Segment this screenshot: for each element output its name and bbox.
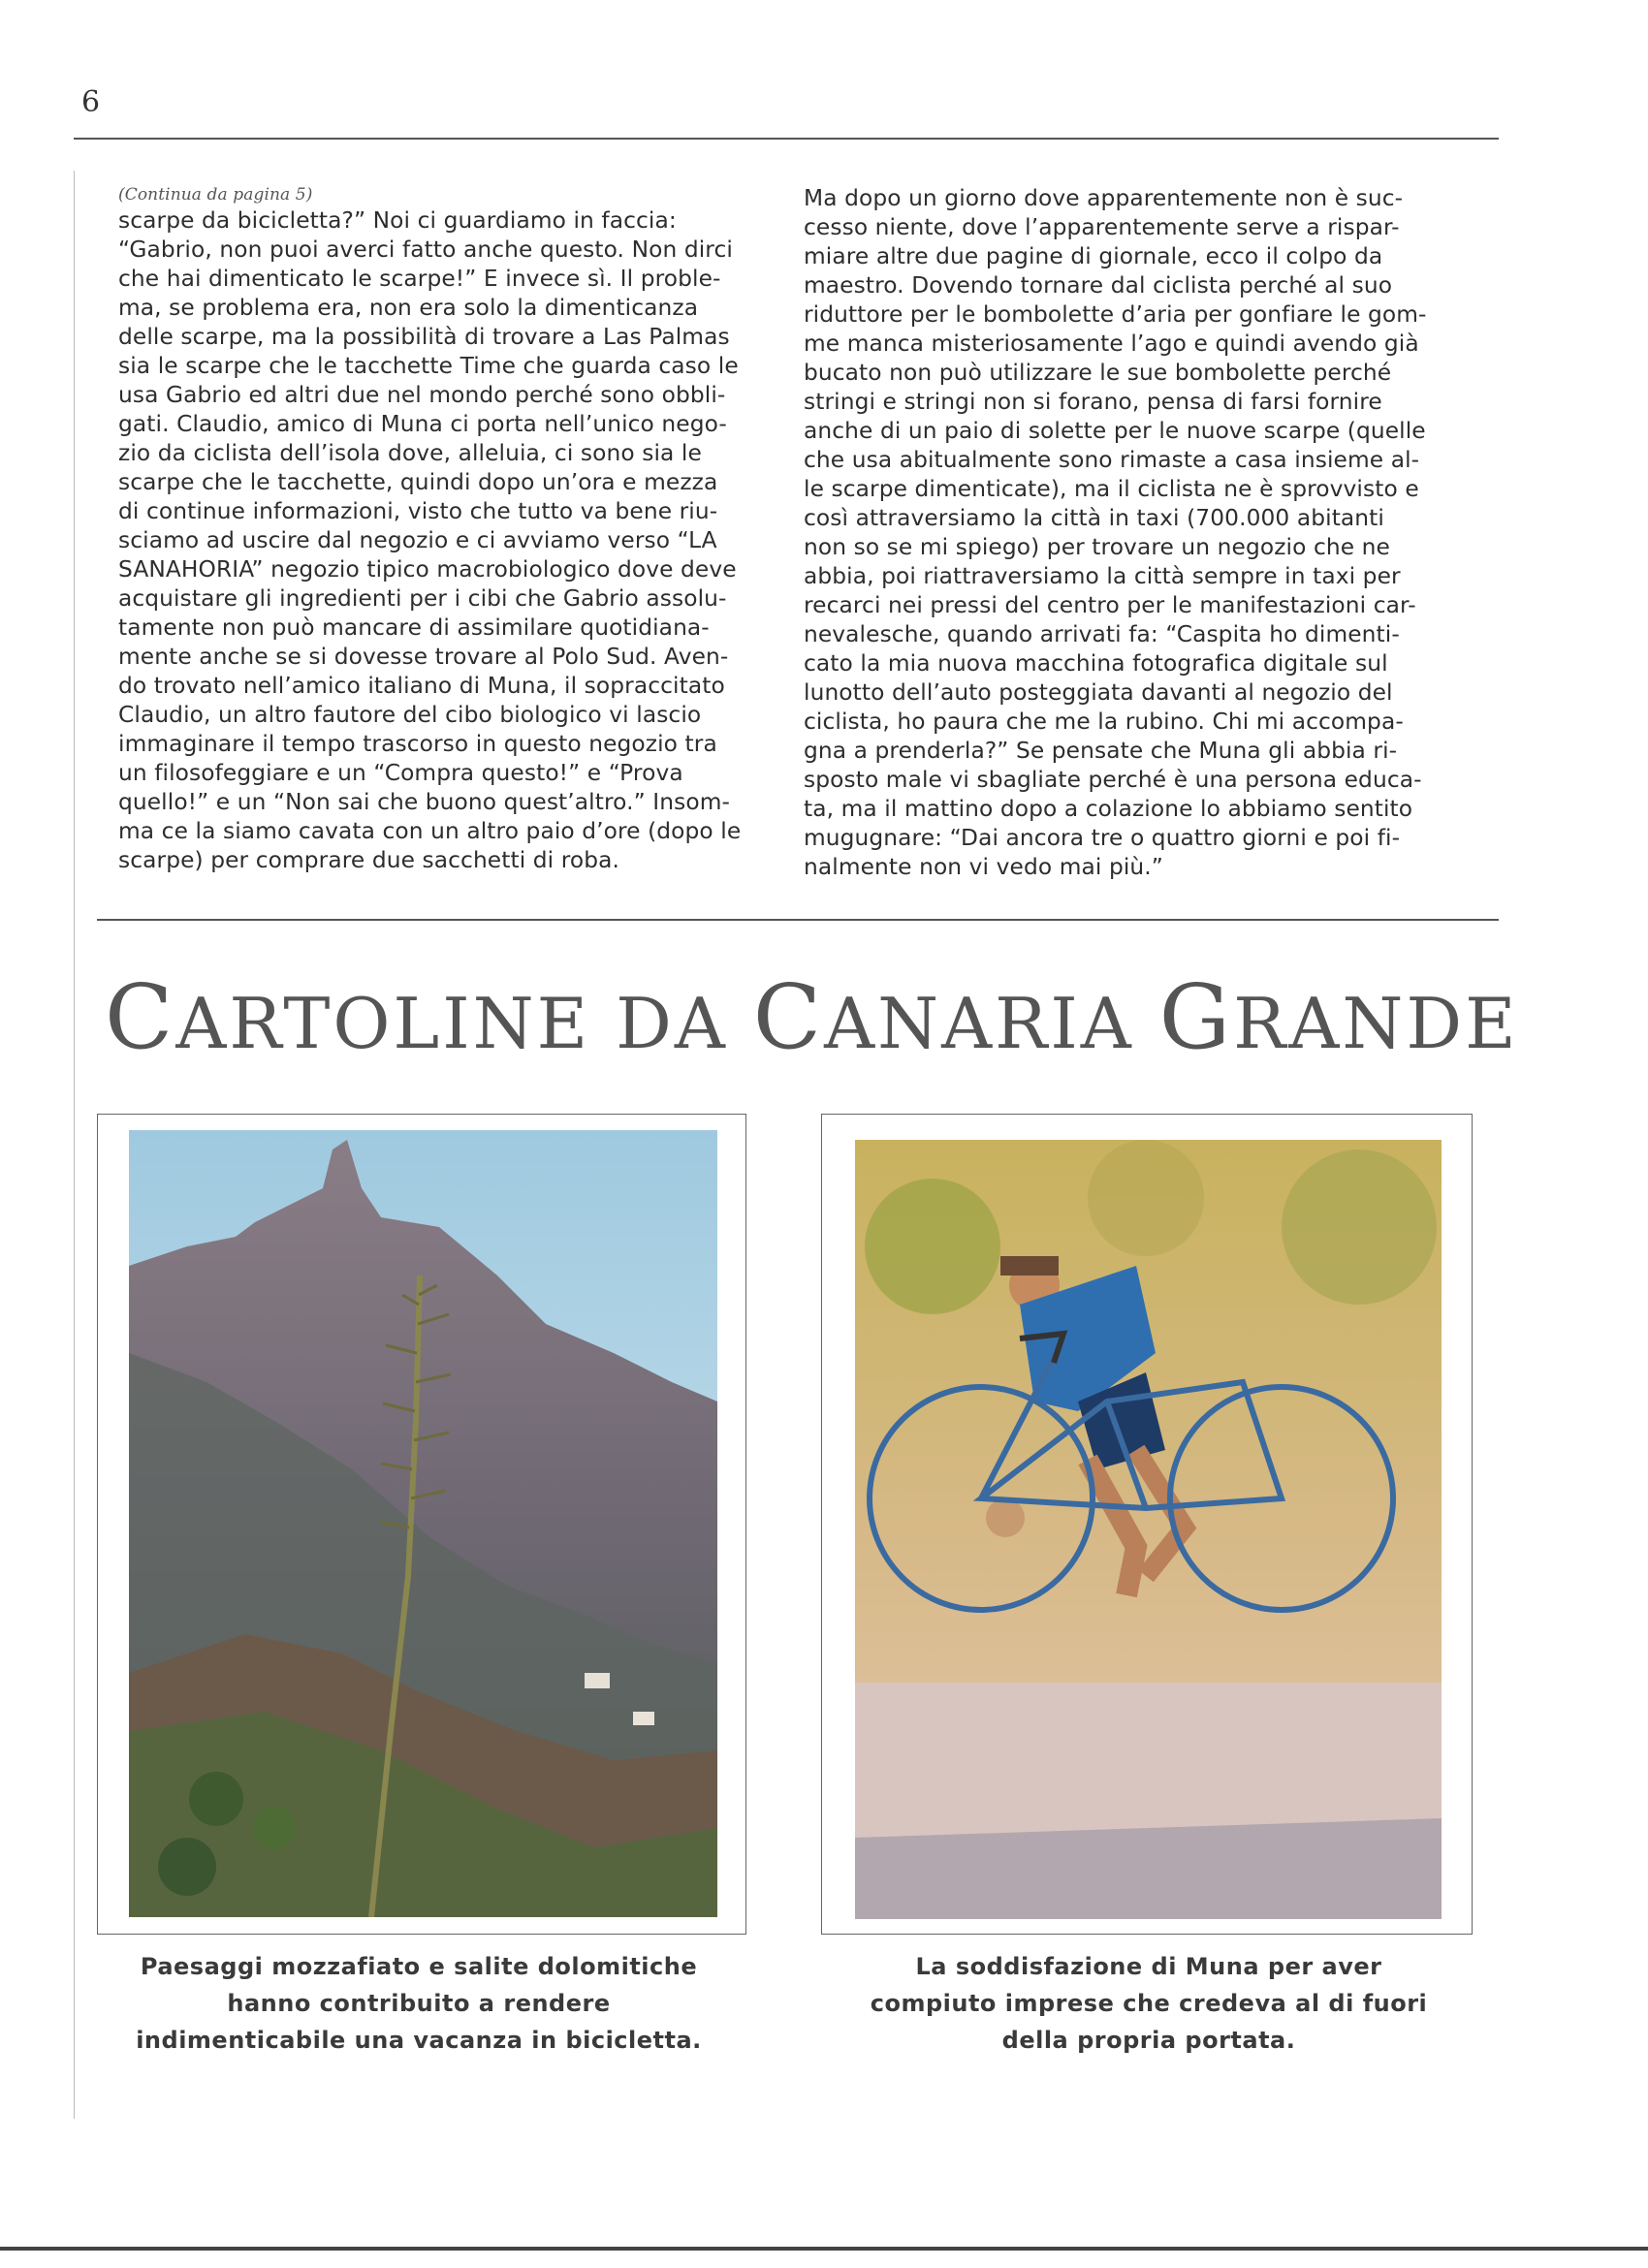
- article-line: di continue informazioni, visto che tutto va bene riu-: [118, 498, 718, 524]
- mountain-landscape-photo: [129, 1130, 717, 1917]
- article-line: ma ce la siamo cavata con un altro paio d’ore (dopo le: [118, 818, 742, 844]
- cyclist-photo: [855, 1140, 1442, 1919]
- article-line: un filosofeggiare e un “Compra questo!” e “Prova: [118, 760, 683, 786]
- article-line: delle scarpe, ma la possibilità di trovare a Las Palmas: [118, 324, 730, 350]
- article-line: che hai dimenticato le scarpe!” E invece sì. Il proble-: [118, 266, 721, 292]
- caption-line: della propria portata.: [1001, 2027, 1296, 2054]
- article-line: cesso niente, dove l’apparentemente serve a rispar-: [804, 214, 1400, 240]
- article-line: ta, ma il mattino dopo a colazione lo abbiamo sentito: [804, 796, 1413, 822]
- headline-initial: G: [1158, 965, 1234, 1069]
- headline-word: RANDE: [1233, 983, 1519, 1064]
- article-line: me manca misteriosamente l’ago e quindi avendo già: [804, 331, 1419, 357]
- article-line: stringi e stringi non si forano, pensa di farsi fornire: [804, 389, 1382, 415]
- article-line: così attraversiamo la città in taxi (700.000 abitanti: [804, 505, 1384, 531]
- photo-frame-landscape: [97, 1114, 746, 1935]
- article-line: ciclista, ho paura che me la rubino. Chi mi accompa-: [804, 709, 1404, 735]
- article-line: gati. Claudio, amico di Muna ci porta nell’unico nego-: [118, 411, 727, 437]
- article-line: mugugnare: “Dai ancora tre o quattro giorni e poi fi-: [804, 825, 1401, 851]
- article-line: anche di un paio di solette per le nuove scarpe (quelle: [804, 418, 1426, 444]
- article-line: scarpe) per comprare due sacchetti di roba.: [118, 847, 620, 873]
- article-line: bucato non può utilizzare le sue bombolette perché: [804, 360, 1392, 386]
- section-headline: [105, 965, 1519, 1069]
- headline-word: ANARIA: [824, 983, 1159, 1064]
- article-line: quello!” e un “Non sai che buono quest’altro.” Insom-: [118, 789, 730, 815]
- article-column-left: [118, 184, 782, 875]
- page-number: 6: [81, 85, 101, 119]
- article-line: non so se mi spiego) per trovare un negozio che ne: [804, 534, 1390, 560]
- article-line: SANAHORIA” negozio tipico macrobiologico dove deve: [118, 556, 737, 583]
- margin-line: [74, 171, 75, 2119]
- caption-line: Paesaggi mozzafiato e salite dolomitiche: [140, 1953, 698, 1980]
- article-line: scarpe da bicicletta?” Noi ci guardiamo in faccia:: [118, 207, 677, 234]
- article-line: sia le scarpe che le tacchette Time che guarda caso le: [118, 353, 739, 379]
- continued-note: (Continua da pagina 5): [118, 185, 313, 205]
- article-line: abbia, poi riattraversiamo la città sempre in taxi per: [804, 563, 1401, 589]
- footer-scan-edge: [0, 2247, 1648, 2251]
- article-line: lunotto dell’auto posteggiata davanti al negozio del: [804, 679, 1393, 706]
- article-line: recarci nei pressi del centro per le manifestazioni car-: [804, 592, 1416, 618]
- article-line: che usa abitualmente sono rimaste a casa insieme al-: [804, 447, 1420, 473]
- article-line: Ma dopo un giorno dove apparentemente non è suc-: [804, 185, 1404, 211]
- article-column-right: [804, 184, 1468, 882]
- caption-line: indimenticabile una vacanza in bicicletta.: [136, 2027, 702, 2054]
- caption-landscape: [103, 1948, 735, 2059]
- article-line: do trovato nell’amico italiano di Muna, il sopraccitato: [118, 673, 725, 699]
- article-line: cato la mia nuova macchina fotografica digitale sul: [804, 650, 1388, 677]
- article-line: nevalesche, quando arrivati fa: “Caspita ho dimenti-: [804, 621, 1400, 647]
- article-line: acquistare gli ingredienti per i cibi che Gabrio assolu-: [118, 585, 727, 612]
- article-line: mente anche se si dovesse trovare al Polo Sud. Aven-: [118, 644, 729, 670]
- headline-word: ARTOLINE: [175, 983, 617, 1064]
- caption-line: La soddisfazione di Muna per aver: [915, 1953, 1382, 1980]
- article-line: sciamo ad uscire dal negozio e ci avviamo verso “LA: [118, 527, 717, 553]
- article-line: immaginare il tempo trascorso in questo negozio tra: [118, 731, 717, 757]
- header-rule: [74, 138, 1499, 140]
- caption-line: hanno contribuito a rendere: [227, 1990, 611, 2017]
- section-rule: [97, 919, 1499, 921]
- article-line: “Gabrio, non puoi averci fatto anche questo. Non dirci: [118, 236, 733, 263]
- article-line: maestro. Dovendo tornare dal ciclista perché al suo: [804, 272, 1393, 299]
- article-line: scarpe che le tacchette, quindi dopo un’ora e mezza: [118, 469, 718, 495]
- article-line: sposto male vi sbagliate perché è una persona educa-: [804, 767, 1422, 793]
- article-line: miare altre due pagine di giornale, ecco il colpo da: [804, 243, 1383, 269]
- article-line: le scarpe dimenticate), ma il ciclista ne è sprovvisto e: [804, 476, 1419, 502]
- caption-line: compiuto imprese che credeva al di fuori: [870, 1990, 1428, 2017]
- article-line: gna a prenderla?” Se pensate che Muna gli abbia ri-: [804, 738, 1398, 764]
- article-line: tamente non può mancare di assimilare quotidiana-: [118, 614, 710, 641]
- photo-frame-cyclist: [821, 1114, 1473, 1935]
- article-line: ma, se problema era, non era solo la dimenticanza: [118, 295, 699, 321]
- article-line: zio da ciclista dell’isola dove, alleluia, ci sono sia le: [118, 440, 702, 466]
- article-line: Claudio, un altro fautore del cibo biologico vi lascio: [118, 702, 702, 728]
- headline-initial: C: [752, 965, 825, 1069]
- caption-cyclist: [834, 1948, 1464, 2059]
- headline-initial: C: [105, 965, 176, 1069]
- article-line: nalmente non vi vedo mai più.”: [804, 854, 1163, 880]
- article-line: usa Gabrio ed altri due nel mondo perché sono obbli-: [118, 382, 726, 408]
- headline-word: DA: [616, 983, 753, 1064]
- article-line: riduttore per le bombolette d’aria per gonfiare le gom-: [804, 301, 1427, 328]
